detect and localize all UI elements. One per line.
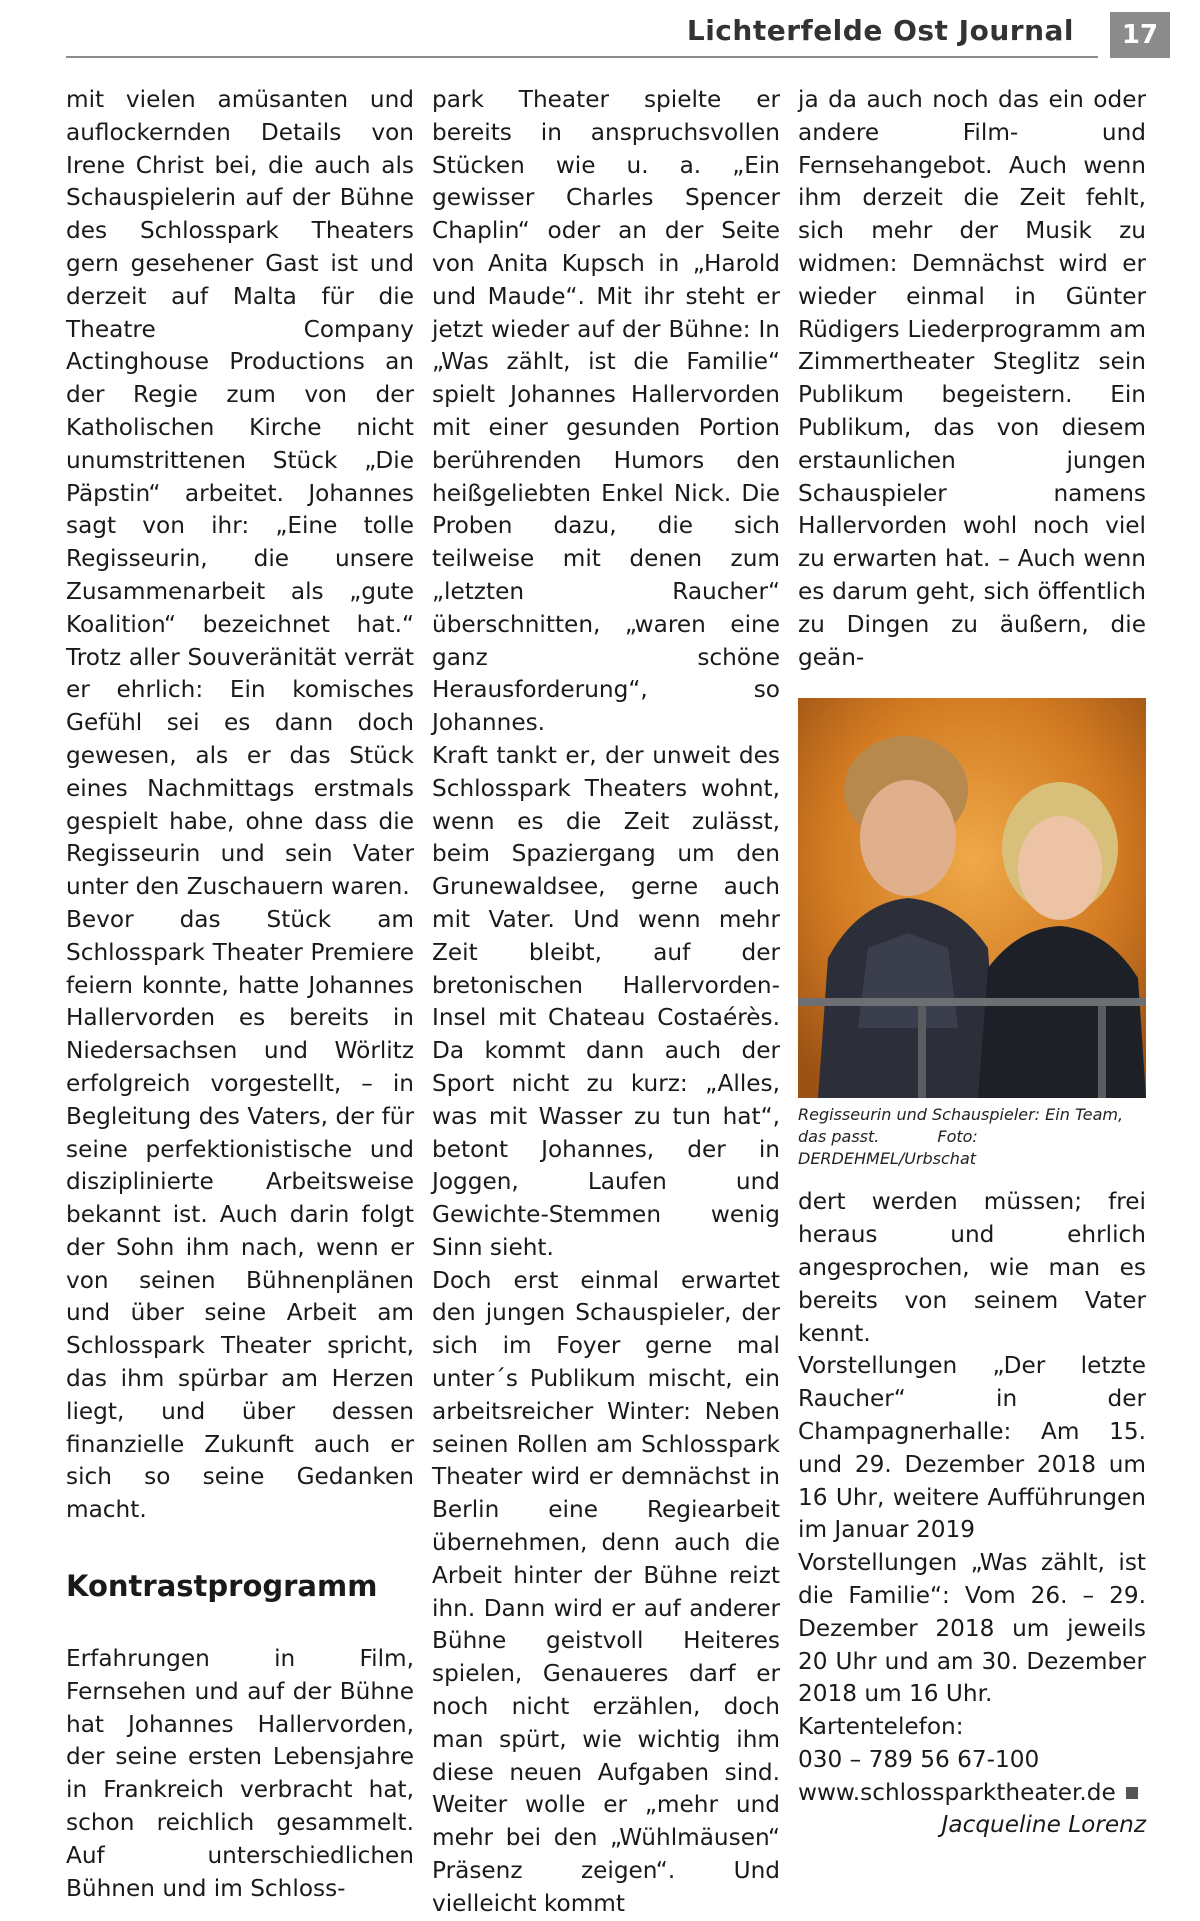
photo-caption bbox=[798, 1104, 1146, 1170]
paragraph: Vorstellungen „Was zählt, ist die Familie“: Vom 26. – 29. Dezember 2018 um jeweils 20 Uhr und am 30. Dezember 2018 um 16 Uhr. bbox=[798, 1549, 1146, 1708]
paragraph: Kraft tankt er, der unweit des Schlosspark Theaters wohnt, wenn es die Zeit zulässt, beim Spaziergang um den Grunewaldsee, gerne auch mit Vater. Und wenn mehr Zeit bleibt, auf der bretonischen Hallervorden-Insel mit Chateau Costaérès. Da kommt dann auch der Sport nicht zu kurz: „Alles, was mit Wasser zu tun hat“, betont Johannes, der in Joggen, Laufen und Gewichte-Stemmen wenig Sinn sieht. bbox=[432, 741, 780, 1261]
paragraph: Kartentelefon: bbox=[798, 1713, 964, 1741]
column-2 bbox=[432, 84, 780, 1921]
paragraph: Bevor das Stück am Schlosspark Theater Premiere feiern konnte, hatte Johannes Hallervorden es bereits in Niedersachsen und Wörlitz erfolgreich vorgestellt, – in Begleitung des Vaters, der für seine perfektionistische und disziplinierte Arbeitsweise bekannt ist. Auch darin folgt der Sohn ihm nach, wenn er von seinen Bühnenplänen und über seine Arbeit am Schlosspark Theater spricht, das ihm spürbar am Herzen liegt, und über dessen finanzielle Zukunft auch er sich so seine Gedanken macht. bbox=[66, 905, 414, 1524]
column-3-continued bbox=[798, 1186, 1146, 1842]
end-mark-icon bbox=[1126, 1787, 1138, 1799]
paragraph: Vorstellungen „Der letzte Raucher“ in der Champagnerhalle: Am 15. und 29. Dezember 2018 um 16 Uhr, weitere Aufführungen im Januar 2019 bbox=[798, 1352, 1146, 1544]
photo-illustration bbox=[798, 698, 1146, 1098]
photo-credit: Foto: DERDEHMEL/Urbschat bbox=[798, 1127, 978, 1169]
caption-text: Regisseurin und Schauspieler: Ein Team, das passt. bbox=[798, 1105, 1124, 1147]
column-3 bbox=[798, 84, 1146, 1842]
page-header bbox=[0, 0, 1200, 70]
paragraph: Erfahrungen in Film, Fernsehen und auf der Bühne hat Johannes Hallervorden, der seine ersten Lebensjahre in Frankreich verbracht hat, schon reichlich gesammelt. Auf unterschiedlichen Bühnen und im Schloss- bbox=[66, 1645, 414, 1902]
section-heading: Kontrastprogramm bbox=[66, 1569, 378, 1604]
page-number: 17 bbox=[1110, 12, 1170, 58]
paragraph: mit vielen amüsanten und auflockernden Details von Irene Christ bei, die auch als Schauspielerin auf der Bühne des Schlosspark Theaters gern gesehener Gast ist und derzeit auf Malta für die Theatre Company Actinghouse Productions an der Regie zum von der Katholischen Kirche nicht unumstrittenen Stück „Die Päpstin“ arbeitet. Johannes sagt von ihr: „Eine tolle Regisseurin, die unsere Zusammenarbeit als „gute Koalition“ bezeichnet hat.“ Trotz aller Souveränität verrät er ehrlich: Ein komisches Gefühl sei es dann doch gewesen, als er das Stück eines Nachmittags erstmals gespielt habe, ohne dass die Regisseurin und sein Vater unter den Zuschauern waren. bbox=[66, 86, 414, 901]
journal-title: Lichterfelde Ost Journal bbox=[686, 14, 1074, 47]
portrait-photo bbox=[798, 698, 1146, 1098]
column-1 bbox=[66, 84, 414, 1905]
website-link: www.schlossparktheater.de bbox=[798, 1778, 1116, 1806]
paragraph bbox=[798, 1777, 1146, 1810]
paragraph: dert werden müssen; frei heraus und ehrlich angesprochen, wie man es bereits von seinem Vater kennt. bbox=[798, 1188, 1146, 1347]
paragraph: park Theater spielte er bereits in anspruchsvollen Stücken wie u. a. „Ein gewisser Charles Spencer Chaplin“ oder an der Seite von Anita Kupsch in „Harold und Maude“. Mit ihr steht er jetzt wieder auf der Bühne: In „Was zählt, ist die Familie“ spielt Johannes Hallervorden mit einer gesunden Portion berührenden Humors den heißgeliebten Enkel Nick. Die Proben dazu, die sich teilweise mit denen zum „letzten Raucher“ überschnitten, „waren eine ganz schöne Herausforderung“, so Johannes. bbox=[432, 86, 780, 737]
author-name: Jacqueline Lorenz bbox=[941, 1811, 1146, 1839]
paragraph: 030 – 789 56 67-100 bbox=[798, 1745, 1040, 1773]
paragraph: ja da auch noch das ein oder andere Film- und Fernsehangebot. Auch wenn ihm derzeit die Zeit fehlt, sich mehr der Musik zu widmen: Demnächst wird er wieder einmal in Günter Rüdigers Liederprogramm am Zimmertheater Steglitz sein Publikum begeistern. Ein Publikum, das von diesem erstaunlichen jungen Schauspieler namens Hallervorden wohl noch viel zu erwarten hat. – Auch wenn es darum geht, sich öffentlich zu Dingen zu äußern, die geän- bbox=[798, 86, 1146, 671]
paragraph: Doch erst einmal erwartet den jungen Schauspieler, der sich im Foyer gerne mal unter´s Publikum mischt, ein arbeitsreicher Winter: Neben seinen Rollen am Schlosspark Theater wird er demnächst in Berlin eine Regiearbeit übernehmen, denn auch die Arbeit hinter der Bühne reizt ihn. Dann wird er auf anderer Bühne geistvoll Heiteres spielen, Genaueres darf er noch nicht erzählen, doch man spürt, wie wichtig ihm diese neuen Aufgaben sind. Weiter wolle er „mehr und mehr bei den „Wühlmäusen“ Präsenz zeigen“. Und vielleicht kommt bbox=[432, 1266, 780, 1917]
header-rule bbox=[66, 56, 1098, 58]
